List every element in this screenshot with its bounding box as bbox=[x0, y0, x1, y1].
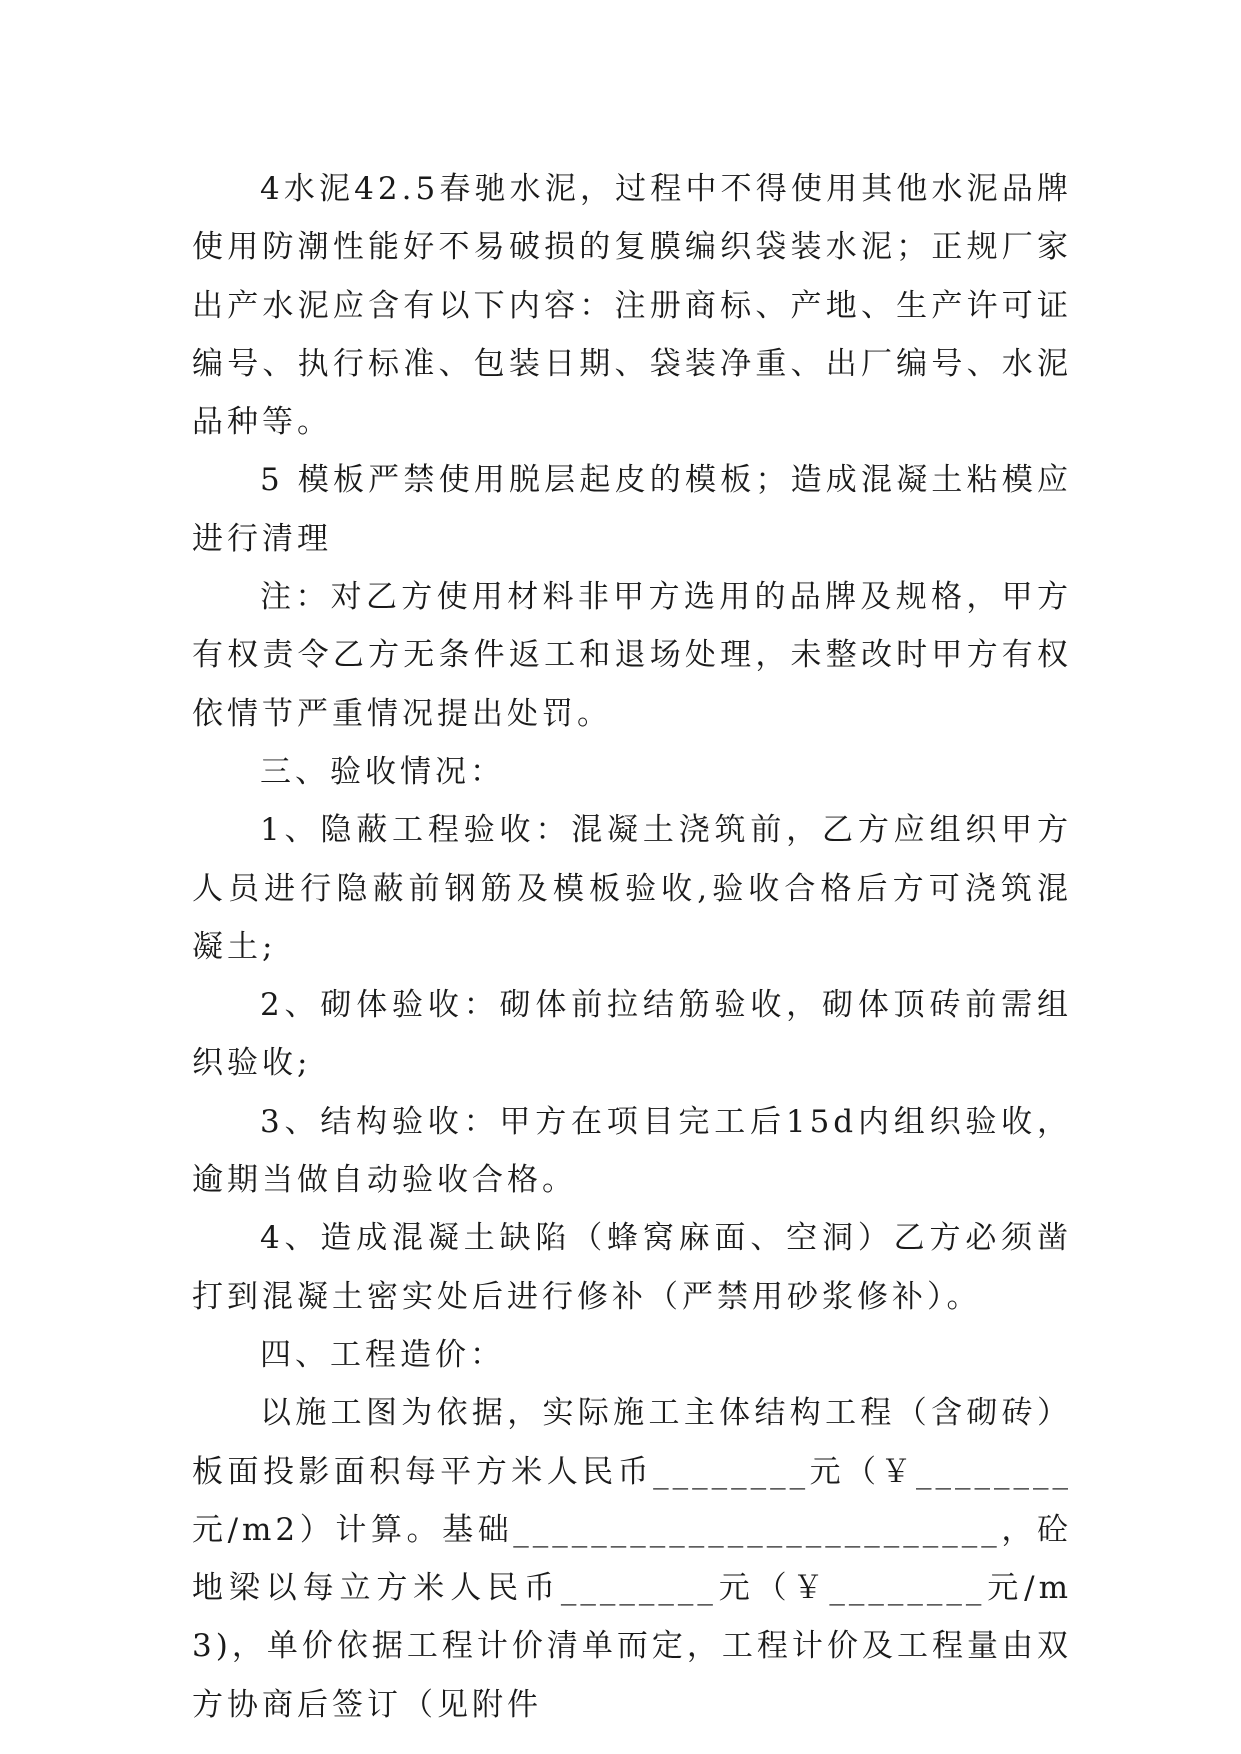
section-heading-acceptance: 三、验收情况： bbox=[260, 753, 505, 790]
paragraph-concealed-work: 1、隐蔽工程验收：混凝土浇筑前，乙方应组织甲方人员进行隐蔽前钢筋及模板验收,验收合格后方可浇筑混凝土; bbox=[192, 812, 1072, 965]
document-body bbox=[192, 160, 1072, 1734]
paragraph-cement: 4水泥42.5春驰水泥，过程中不得使用其他水泥品牌使用防潮性能好不易破损的复膜编织袋装水泥；正规厂家出产水泥应含有以下内容：注册商标、产地、生产许可证编号、执行标准、包装日期、袋装净重、出厂编号、水泥品种等。 bbox=[192, 171, 1072, 441]
paragraph-pricing: 以施工图为依据，实际施工主体结构工程（含砌砖）板面投影面积每平方米人民币________元（￥________元/m2）计算。基础_________________________，砼地梁以每立方米人民币________元（￥________元/m3)，单价依据工程计价清单而定，工程计价及工程量由双方协商后签订（见附件 bbox=[192, 1395, 1072, 1723]
paragraph-masonry: 2、砌体验收：砌体前拉结筋验收，砌体顶砖前需组织验收; bbox=[192, 987, 1072, 1082]
paragraph-formwork: 5 模板严禁使用脱层起皮的模板；造成混凝土粘模应进行清理 bbox=[192, 462, 1072, 557]
section-heading-cost: 四、工程造价： bbox=[260, 1336, 505, 1373]
paragraph-defects: 4、造成混凝土缺陷（蜂窝麻面、空洞）乙方必须凿打到混凝土密实处后进行修补（严禁用砂浆修补）。 bbox=[192, 1220, 1072, 1315]
paragraph-note: 注：对乙方使用材料非甲方选用的品牌及规格，甲方有权责令乙方无条件返工和退场处理，未整改时甲方有权依情节严重情况提出处罚。 bbox=[192, 579, 1072, 732]
paragraph-structure: 3、结构验收：甲方在项目完工后15d内组织验收，逾期当做自动验收合格。 bbox=[192, 1103, 1072, 1199]
